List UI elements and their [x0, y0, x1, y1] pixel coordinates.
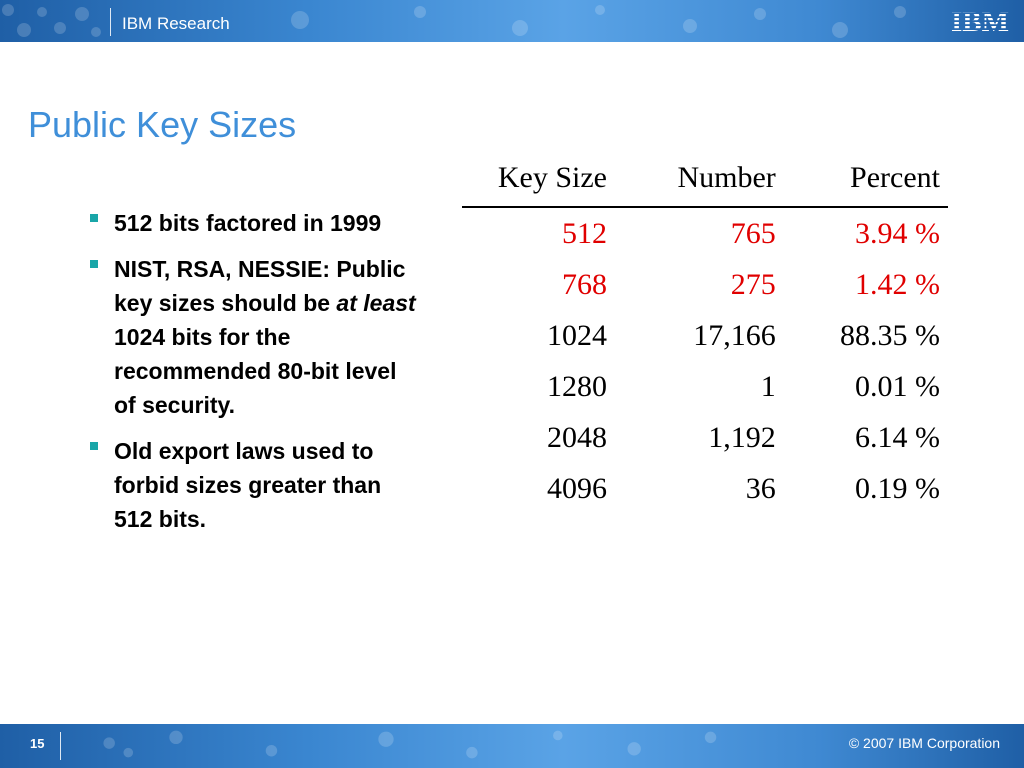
cell-key-size: 4096 — [547, 471, 607, 505]
page-title: Public Key Sizes — [28, 104, 297, 145]
header-divider — [110, 8, 111, 36]
header-brand: IBM Research — [122, 14, 230, 33]
cell-number: 36 — [745, 471, 776, 505]
bullet-item — [88, 206, 423, 240]
cell-number: 765 — [730, 216, 776, 250]
key-size-table — [462, 158, 948, 514]
cell-percent: 1.42 % — [855, 267, 940, 301]
cell-number: 275 — [730, 267, 776, 301]
table-body — [462, 207, 948, 514]
bullet-text-part: NIST, RSA, NESSIE: Public key sizes should be — [114, 256, 406, 316]
table-row — [462, 207, 948, 259]
footer-banner — [0, 724, 1024, 768]
cell-key-size: 768 — [562, 267, 607, 301]
cell-number: 1 — [760, 369, 776, 403]
cell-key-size: 2048 — [547, 420, 607, 454]
table-row — [462, 463, 948, 514]
bullet-text — [114, 252, 423, 422]
table-row — [462, 310, 948, 361]
cell-key-size: 1280 — [547, 369, 607, 403]
cell-percent: 88.35 % — [840, 318, 940, 352]
table-header-row — [462, 158, 948, 207]
bullet-text-part: 1024 bits for the recommended 80-bit level of security. — [114, 324, 397, 418]
table-row — [462, 259, 948, 310]
cell-percent: 3.94 % — [855, 216, 940, 250]
bullet-marker-icon — [90, 260, 98, 268]
ibm-logo — [942, 6, 1018, 36]
footer-divider — [60, 732, 61, 760]
bullet-item — [88, 252, 423, 422]
cell-key-size: 512 — [562, 216, 607, 250]
key-size-table-container — [462, 158, 948, 514]
cell-percent: 0.01 % — [855, 369, 940, 403]
bullet-text — [114, 206, 423, 240]
bullet-text — [114, 434, 423, 536]
header-banner — [0, 0, 1024, 42]
page-number: 15 — [30, 736, 45, 751]
bullet-marker-icon — [90, 442, 98, 450]
header-key-size: Key Size — [497, 161, 607, 194]
bullet-item — [88, 434, 423, 536]
cell-number: 1,192 — [708, 420, 776, 454]
cell-percent: 6.14 % — [855, 420, 940, 454]
bullet-emphasis: at least — [336, 290, 416, 316]
cell-key-size: 1024 — [547, 318, 607, 352]
header-number: Number — [677, 161, 776, 194]
cell-percent: 0.19 % — [855, 471, 940, 505]
bullet-list — [88, 206, 423, 548]
header-percent: Percent — [850, 161, 940, 194]
cell-number: 17,166 — [693, 318, 776, 352]
bullet-marker-icon — [90, 214, 98, 222]
table-row — [462, 412, 948, 463]
table-row — [462, 361, 948, 412]
copyright-notice: © 2007 IBM Corporation — [848, 735, 1000, 751]
bullet-text-part: Old export laws used to forbid sizes greater than 512 bits. — [114, 438, 382, 532]
svg-text:IBM: IBM — [951, 6, 1009, 36]
bullet-text-part: 512 bits factored in 1999 — [114, 210, 382, 236]
